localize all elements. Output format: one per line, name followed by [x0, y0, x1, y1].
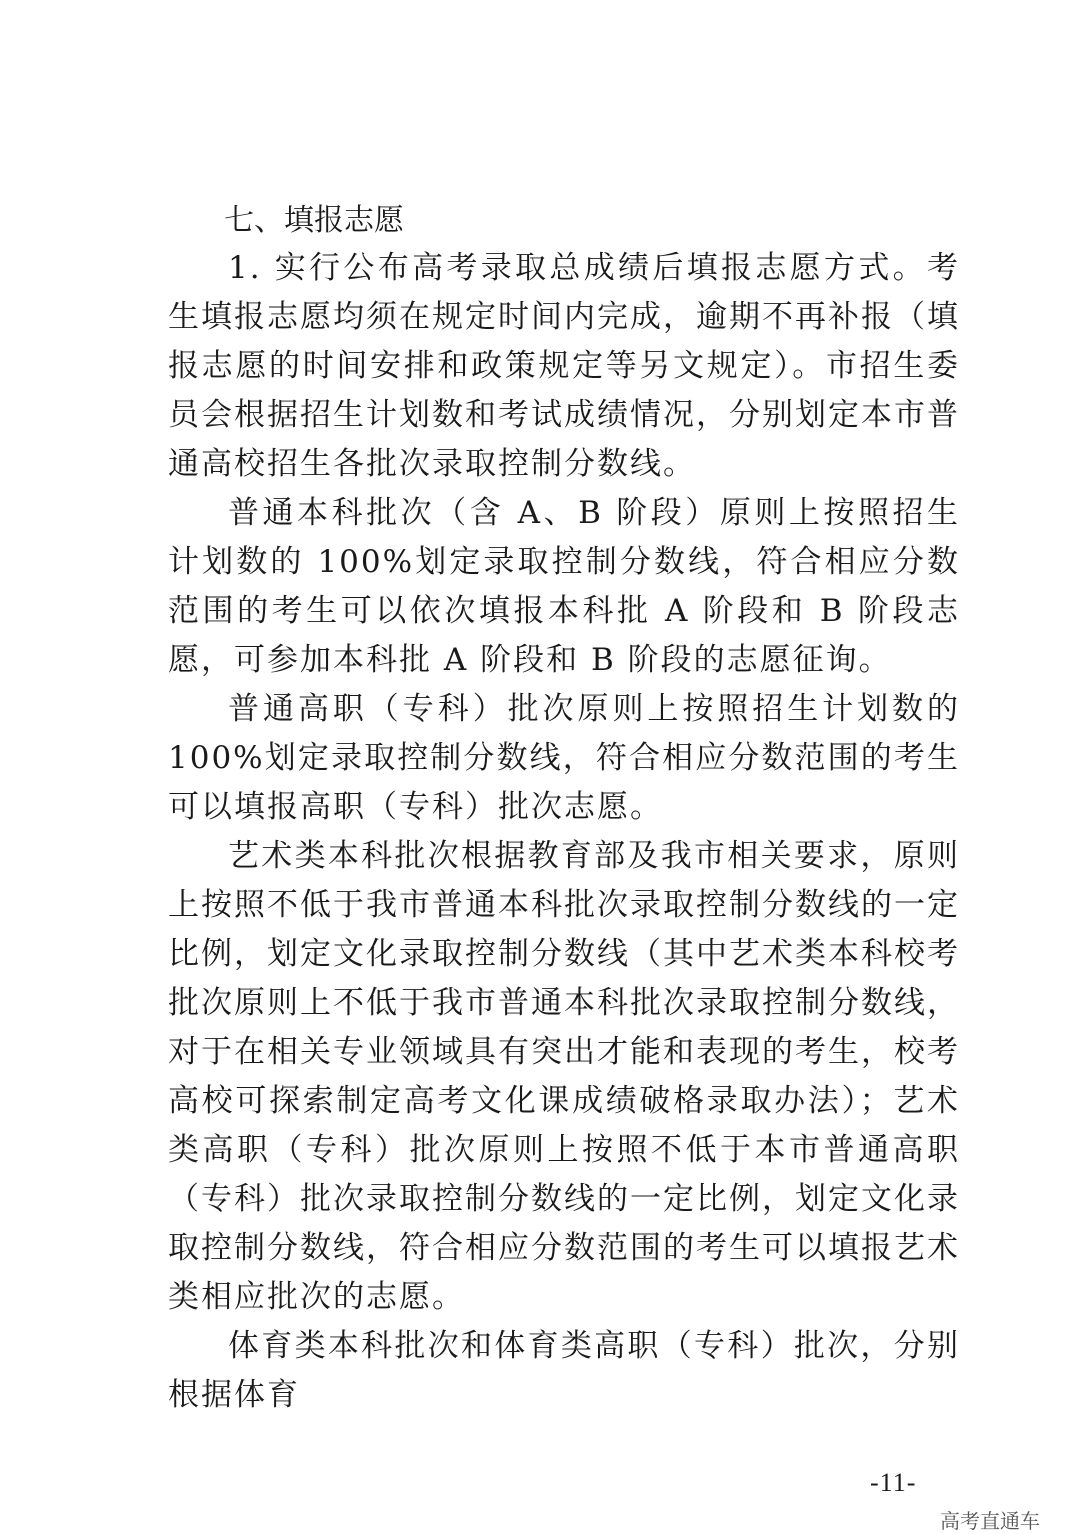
section-heading: 七、填报志愿: [224, 203, 404, 238]
paragraph-5: 体育类本科批次和体育类高职（专科）批次，分别根据体育: [168, 1328, 960, 1413]
watermark: 高考直通车: [940, 1509, 1040, 1533]
document-body: [168, 198, 960, 1420]
paragraph-3: 普通高职（专科）批次原则上按照招生计划数的 100%划定录取控制分数线，符合相应分数范围的考生可以填报高职（专科）批次志愿。: [168, 691, 960, 825]
paragraph-4: 艺术类本科批次根据教育部及我市相关要求，原则上按照不低于我市普通本科批次录取控制分数线的一定比例，划定文化录取控制分数线（其中艺术类本科校考批次原则上不低于我市普通本科批次录取控制分数线，对于在相关专业领域具有突出才能和表现的考生，校考高校可探索制定高考文化课成绩破格录取办法）；艺术类高职（专科）批次原则上按照不低于本市普通高职（专科）批次录取控制分数线的一定比例，划定文化录取控制分数线，符合相应分数范围的考生可以填报艺术类相应批次的志愿。: [168, 838, 960, 1315]
paragraph-2: 普通本科批次（含 A、B 阶段）原则上按照招生计划数的 100%划定录取控制分数线，符合相应分数范围的考生可以依次填报本科批 A 阶段和 B 阶段志愿，可参加本科批 A 阶段和 B 阶段的志愿征询。: [168, 495, 960, 678]
paragraph-1: 1. 实行公布高考录取总成绩后填报志愿方式。考生填报志愿均须在规定时间内完成，逾期不再补报（填报志愿的时间安排和政策规定等另文规定）。市招生委员会根据招生计划数和考试成绩情况，分别划定本市普通高校招生各批次录取控制分数线。: [168, 250, 960, 482]
page-number: -11-: [870, 1468, 917, 1497]
